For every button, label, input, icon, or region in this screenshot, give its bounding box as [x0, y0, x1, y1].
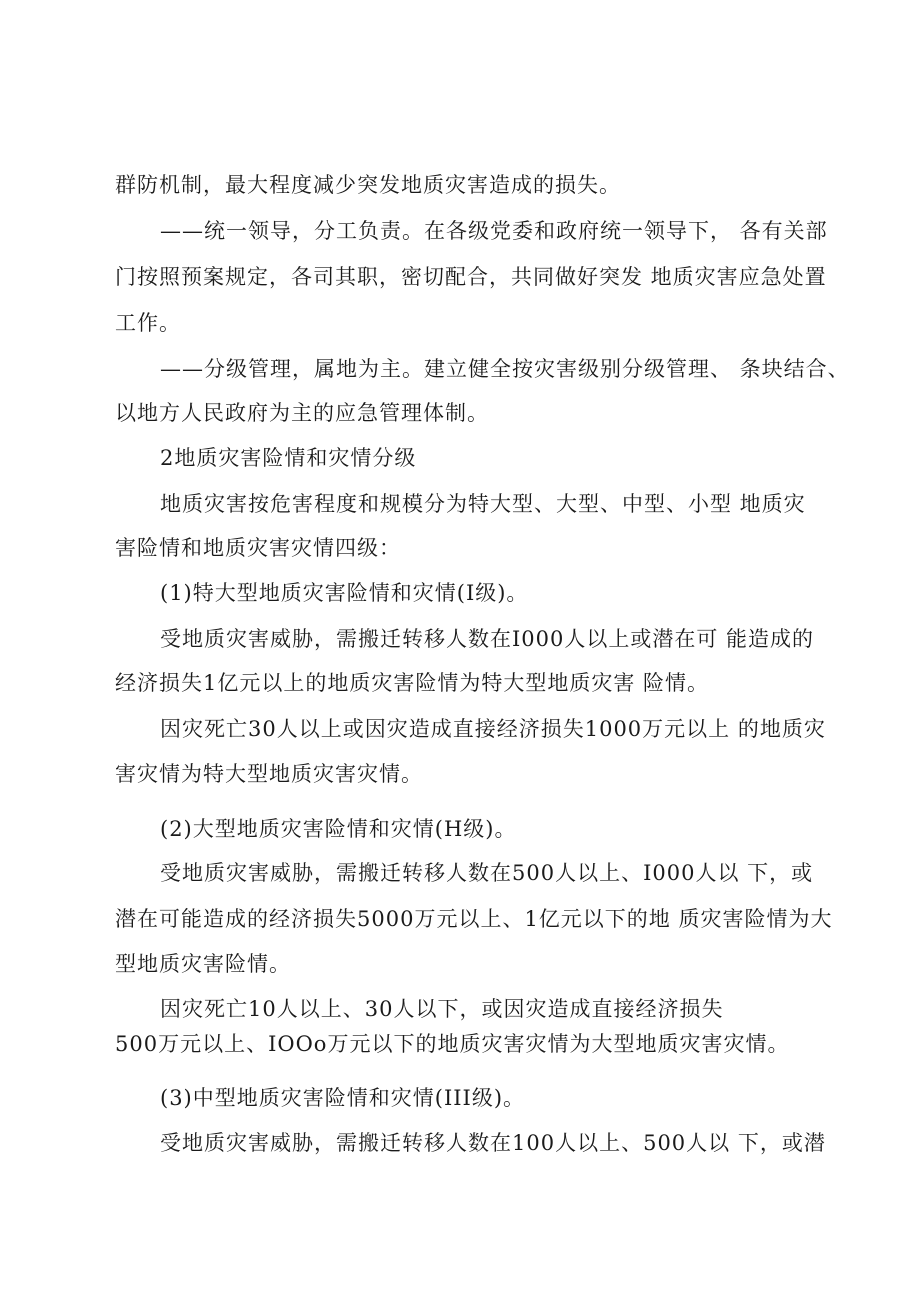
text-line: 型地质灾害险情。 — [115, 952, 291, 976]
text-line: 以地方人民政府为主的应急管理体制。 — [115, 401, 489, 425]
text-line: 受地质灾害威胁，需搬迁转移人数在100人以上、500人以 下，或潜 — [160, 1131, 826, 1155]
text-line: 因灾死亡10人以上、30人以下，或因灾造成直接经济损失 — [160, 997, 724, 1021]
section-heading: 2地质灾害险情和灾情分级 — [160, 446, 417, 470]
text-line: 受地质灾害威胁，需搬迁转移人数在I000人以上或潜在可 能造成的 — [160, 627, 815, 651]
text-line: 地质灾害按危害程度和规模分为特大型、大型、中型、小型 地质灾 — [160, 492, 806, 516]
text-line: 受地质灾害威胁，需搬迁转移人数在500人以上、I000人以 下，或 — [160, 861, 814, 885]
text-line: ——统一领导，分工负责。在各级党委和政府统一领导下， 各有关部 — [160, 219, 828, 243]
text-line: 工作。 — [115, 311, 181, 335]
text-line: 群防机制，最大程度减少突发地质灾害造成的损失。 — [115, 173, 621, 197]
subsection-heading: (3)中型地质灾害险情和灾情(III级)。 — [160, 1086, 526, 1110]
text-line: 害灾情为特大型地质灾害灾情。 — [115, 762, 423, 786]
subsection-heading: (2)大型地质灾害险情和灾情(H级)。 — [160, 817, 517, 841]
text-line: 门按照预案规定，各司其职，密切配合，共同做好突发 地质灾害应急处置 — [115, 265, 827, 289]
text-line: ——分级管理，属地为主。建立健全按灾害级别分级管理、 条块结合、 — [160, 357, 850, 381]
subsection-heading: (1)特大型地质灾害险情和灾情(I级)。 — [160, 581, 529, 605]
text-line: 潜在可能造成的经济损失5000万元以上、1亿元以下的地 质灾害险情为大 — [115, 907, 833, 931]
text-line: 500万元以上、IOOo万元以下的地质灾害灾情为大型地质灾害灾情。 — [115, 1032, 790, 1056]
text-line: 害险情和地质灾害灾情四级： — [115, 536, 401, 560]
text-line: 因灾死亡30人以上或因灾造成直接经济损失1000万元以上 的地质灾 — [160, 717, 826, 741]
text-line: 经济损失1亿元以上的地质灾害险情为特大型地质灾害 险情。 — [115, 671, 710, 695]
